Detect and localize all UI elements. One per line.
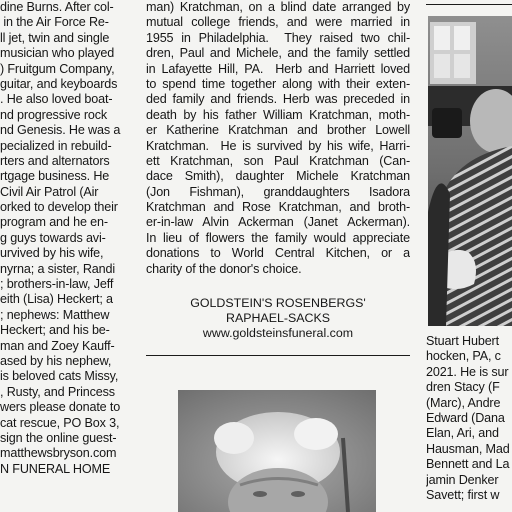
obituary-text-line: is beloved cats Missy, [0, 369, 119, 384]
obituary-text-line: Civil Air Patrol (Air [0, 184, 99, 199]
funeral-home-website: www.goldsteinsfuneral.com [202, 326, 354, 341]
obituary-text-line: Stuart Hubert [426, 334, 499, 348]
portrait-photo-bottom [178, 390, 376, 512]
obituary-text-line: in the Air Force Re- [0, 15, 109, 30]
obituary-text-line: Hausman, Mad [426, 441, 510, 456]
obituary-text-line: er-in-law Alvin Ackerman (Janet Ackerman). [146, 215, 410, 230]
column-divider-rule [146, 355, 410, 356]
obituary-text-line: ett Kratchman, son Paul Kratchman (Can- [146, 153, 410, 168]
left-obituary-column [0, 0, 134, 477]
obituary-text-line: In lieu of flowers the family would appreciate [146, 230, 410, 245]
portrait-photo-right [428, 16, 512, 326]
right-top-rule [426, 4, 512, 5]
obituary-text-line: orked to develop their [0, 200, 118, 215]
obituary-text-line: eith (Lisa) Heckert; a [0, 292, 113, 307]
obituary-text-line: jamin Denker [426, 472, 499, 487]
obituary-text-line: Bennett and La [426, 457, 510, 472]
obituary-text-line: man and Zoey Kauff- [0, 338, 115, 353]
obituary-text-line: ; brothers-in-law, Jeff [0, 277, 114, 292]
obituary-text-line: Savett; first w [426, 487, 500, 502]
obituary-text-line: urvived by his wife, [0, 246, 104, 261]
obituary-text-line: dine Burns. After col- [0, 0, 114, 14]
obituary-text-line: matthewsbryson.com [0, 446, 117, 461]
funeral-home-credit [146, 296, 410, 342]
obituary-text-line: g guys towards avi- [0, 230, 106, 245]
obituary-text-line: dren Stacy (F [426, 380, 500, 395]
right-obituary-column [426, 334, 512, 503]
obituary-text-line: Edward (Dana [426, 410, 505, 425]
obituary-text-line: N FUNERAL HOME [0, 461, 111, 476]
obituary-text-line: donations to World Central Kitchen, or a [146, 246, 410, 261]
obituary-text-line: hocken, PA, c [426, 349, 501, 364]
obituary-text-line: man) Kratchman, on a blind date arranged by [146, 0, 410, 14]
obituary-text-line: nyrna; a sister, Randi [0, 261, 115, 276]
obituary-text-line: wers please donate to [0, 400, 121, 415]
obituary-text-line: guitar, and keyboards [0, 76, 118, 91]
obituary-text-line: cat rescue, PO Box 3, [0, 415, 120, 430]
obituary-text-line: musician who played [0, 46, 115, 61]
obituary-text-line: (Marc), Andre [426, 395, 501, 410]
obituary-text-line: sign the online guest- [0, 430, 117, 445]
obituary-text-line: . He also loved boat- [0, 92, 113, 107]
obituary-text-line: 1955 in Philadelphia. They raised two chil- [146, 30, 410, 45]
obituary-text-line: er Katherine Kratchman and brother Lowell [146, 123, 410, 138]
funeral-home-name-2: RAPHAEL-SACKS [226, 311, 330, 326]
obituary-text-line: dace Smith), daughter Michele Kratchman [146, 169, 410, 184]
obituary-text-line: in Lafayette Hill, PA. Herb and Harriett loved [146, 61, 410, 76]
obituary-text-line: Kratchman and Rose Kratchman, and broth- [146, 200, 410, 215]
obituary-text-line: rters and alternators [0, 153, 110, 168]
obituary-text-line: ded family and friends. Herb was preceded in [146, 92, 410, 107]
obituary-text-line: ) Fruitgum Company, [0, 61, 115, 76]
obituary-text-line: to spend time together along with their exten- [146, 76, 410, 91]
obituary-text-line: pecialized in rebuild- [0, 138, 112, 153]
obituary-text-line: nd progressive rock [0, 107, 108, 122]
obituary-text-line: ased by his nephew, [0, 353, 112, 368]
funeral-home-name: GOLDSTEIN'S ROSENBERGS' [190, 296, 366, 310]
obituary-text-line: Heckert; and his be- [0, 323, 110, 338]
kratchman-obituary-text [146, 0, 410, 277]
obituary-text-line: mutual college friends, and were married in [146, 15, 410, 30]
obituary-text-line: death by his father William Kratchman, moth- [146, 107, 410, 122]
obituary-text-line: ll jet, twin and single [0, 30, 110, 45]
obituary-text-line: dren, Paul and Michele, and the family settled [146, 46, 410, 61]
obituary-text-line: 2021. He is sur [426, 364, 509, 379]
obituary-text-line: program and he en- [0, 215, 108, 230]
obituary-text-line: (Jon Fishman), granddaughters Isadora [146, 184, 410, 199]
obituary-text-line: , Rusty, and Princess [0, 384, 115, 399]
obituary-text-line: ; nephews: Matthew [0, 307, 110, 322]
obituary-text-line: rtgage business. He [0, 169, 110, 184]
obituary-text-line: charity of the donor's choice. [146, 261, 302, 276]
obituary-text-line: nd Genesis. He was a [0, 123, 121, 138]
obituary-text-line: Elan, Ari, and [426, 426, 499, 441]
obituary-text-line: Kratchman. He is survived by his wife, Harri- [146, 138, 410, 153]
